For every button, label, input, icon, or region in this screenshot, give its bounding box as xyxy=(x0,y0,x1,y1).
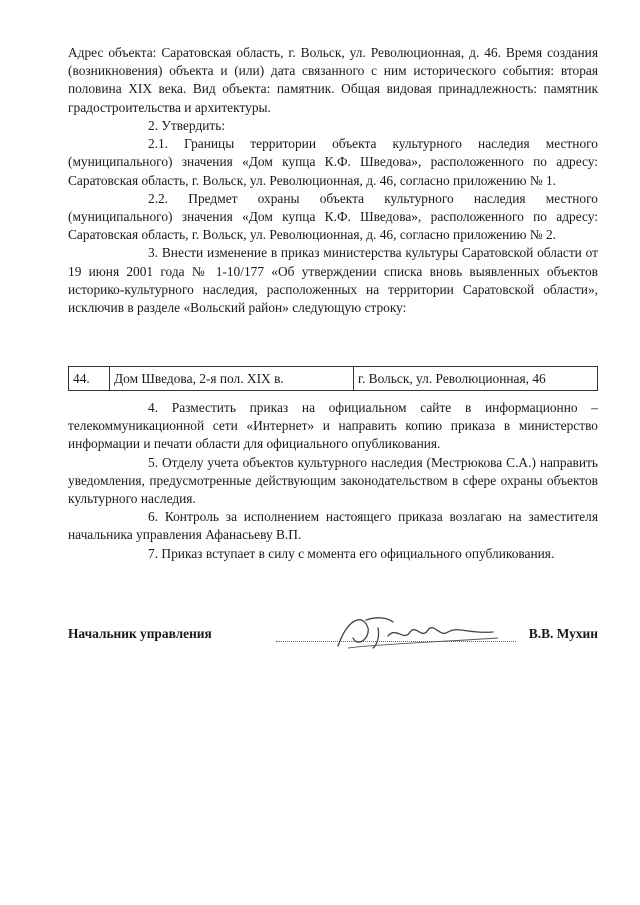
handwritten-signature xyxy=(318,608,518,658)
table-row xyxy=(69,367,598,391)
item-number: 7. xyxy=(148,545,159,561)
item-text: Утвердить: xyxy=(161,118,226,133)
item-text: Границы территории объекта культурного наследия местного (муниципального) значения «Дом купца К.Ф. Шведова», расположенного по адресу: Саратовская область, г. Вольск, ул. Революционная, д. 46, согласно приложению № 1. xyxy=(68,136,598,188)
item-2-1 xyxy=(68,135,598,190)
item-text: Предмет охраны объекта культурного наследия местного (муниципального) значения «Дом купца К.Ф. Шведова», расположенного по адресу: Саратовская область, г. Вольск, ул. Революционная, д. 46, согласно приложению № 2. xyxy=(68,190,598,243)
item-text: Контроль за исполнением настоящего приказа возлагаю на заместителя начальника управления Афанасьеву В.П. xyxy=(68,509,598,543)
item-text: Внести изменение в приказ министерства культуры Саратовской области от 19 июня 2001 года № 1-10/177 «Об утверждении списка вновь выявленных объектов историко-культурного наследия, расположенных на территории Саратовской области», исключив в разделе «Вольский район» следующую строку: xyxy=(68,245,598,316)
signer-name: В.В. Мухин xyxy=(528,626,598,641)
items-block-top xyxy=(68,117,598,317)
item-text: Отделу учета объектов культурного наследия (Местрюкова С.А.) направить уведомления, предусмотренные действующим законодательством в сфере охраны объектов культурного наследия. xyxy=(68,454,598,507)
table-cell-address: г. Вольск, ул. Революционная, 46 xyxy=(354,367,598,391)
item-number: 4. xyxy=(148,400,159,415)
item-number: 2. xyxy=(148,118,159,133)
item-text: Разместить приказ на официальном сайте в информационно – телекоммуникационной сети «Интернет» и направить копию приказа в министерство информации и печати области для официального опубликования. xyxy=(68,400,598,452)
items-block-bottom xyxy=(68,399,598,563)
item-7 xyxy=(68,545,598,563)
signer-title: Начальник управления xyxy=(68,626,212,641)
item-2-2 xyxy=(68,190,598,245)
table-cell-name: Дом Шведова, 2-я пол. XIX в. xyxy=(110,367,354,391)
intro-paragraph: Адрес объекта: Саратовская область, г. Вольск, ул. Революционная, д. 46. Время создания (возникновения) объекта и (или) дата связанного с ним исторического события: вторая половина XIX века. Вид объекта: памятник. Общая видовая принадлежность: памятник градостроительства и архитектуры. xyxy=(68,45,598,115)
excluded-row-table xyxy=(68,366,598,391)
item-number: 2.1. xyxy=(148,136,169,152)
intro-block xyxy=(68,44,598,117)
item-6 xyxy=(68,508,598,544)
item-5 xyxy=(68,454,598,509)
table-cell-number: 44. xyxy=(69,367,110,391)
item-number: 3. xyxy=(148,245,159,261)
item-number: 2.2. xyxy=(148,190,169,206)
item-text: Приказ вступает в силу с момента его официального опубликования. xyxy=(161,545,555,561)
item-3 xyxy=(68,244,598,317)
excluded-row-table-wrap xyxy=(68,366,598,391)
item-2 xyxy=(68,117,598,135)
signature-row xyxy=(68,622,598,662)
item-number: 5. xyxy=(148,454,159,470)
item-4 xyxy=(68,399,598,454)
item-number: 6. xyxy=(148,509,159,525)
